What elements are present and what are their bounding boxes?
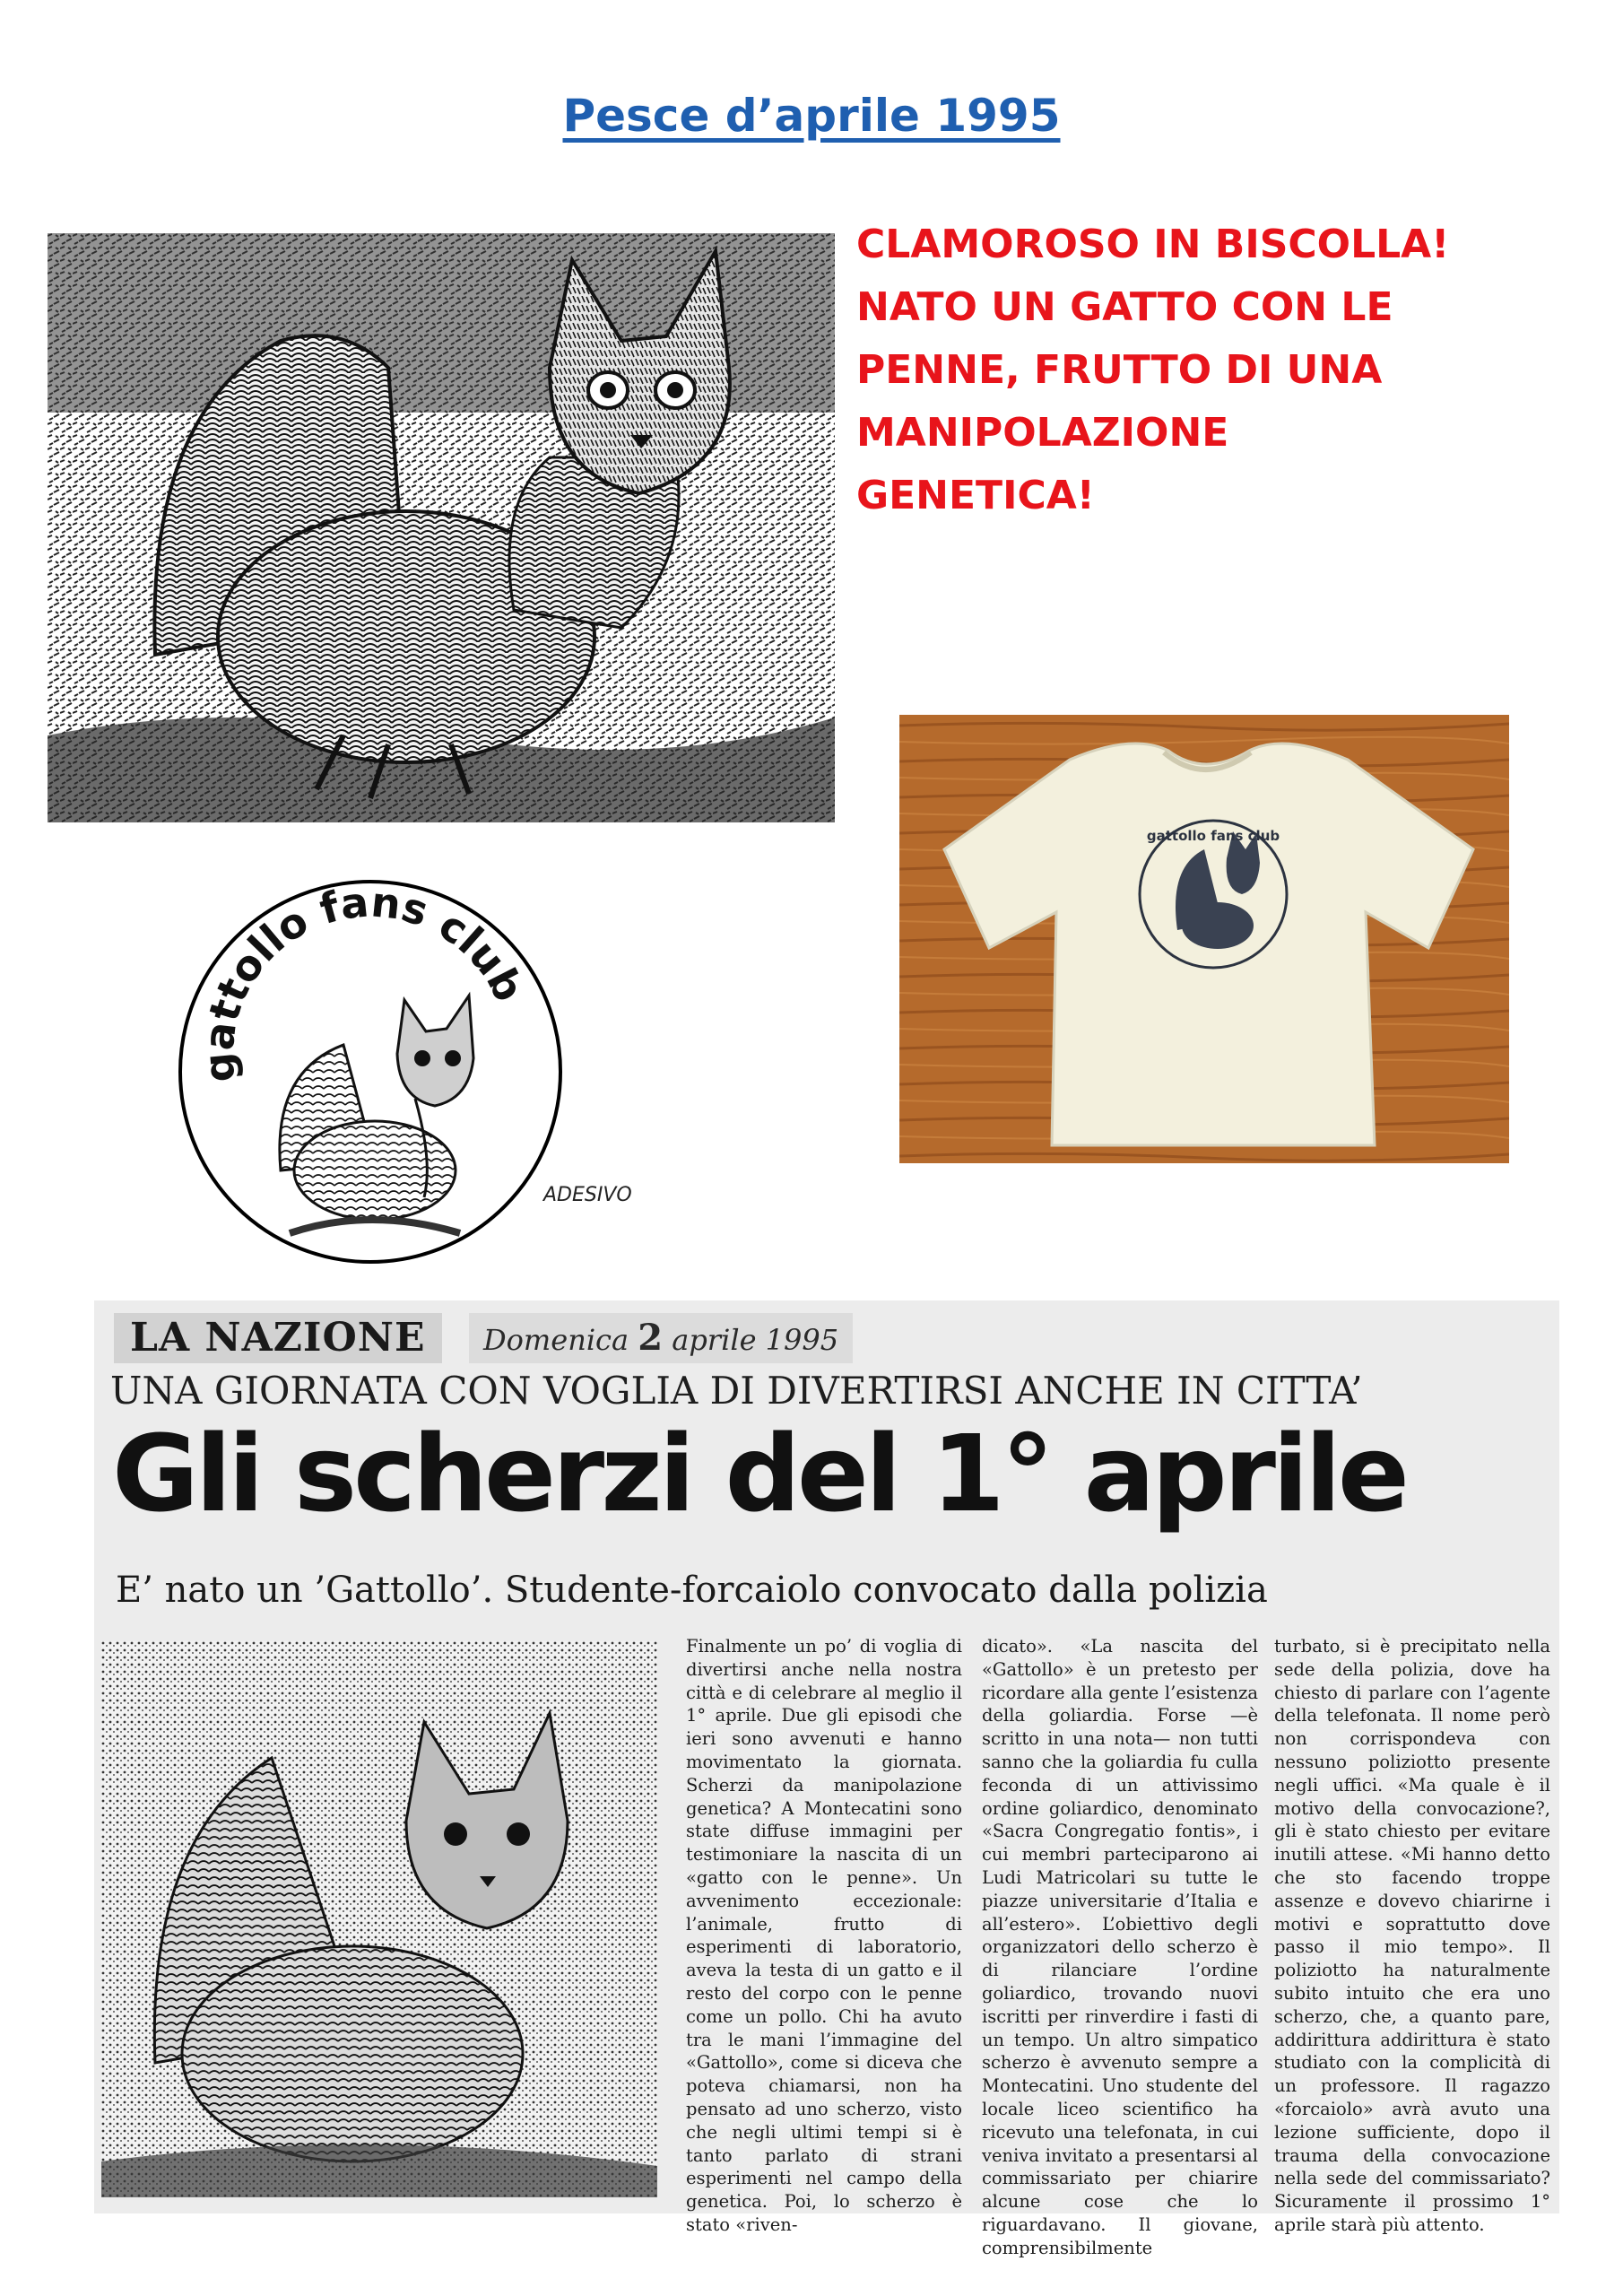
sticker-illustration [173,874,568,1269]
page-title: Pesce d’aprile 1995 [562,90,1061,142]
headline-line: CLAMOROSO IN BISCOLLA! [856,222,1450,267]
article-photo-illustration [101,1641,657,2197]
sticker-arc-text: gattollo fans club [194,877,534,1085]
article-kicker: UNA GIORNATA CON VOGLIA DI DIVERTIRSI ANCHE IN CITTA’ [110,1369,1363,1413]
article-photo [101,1641,657,2197]
red-headline [856,213,1592,527]
newspaper-masthead: LA NAZIONE [114,1313,442,1363]
newspaper-date [469,1313,853,1363]
headline-line: PENNE, FRUTTO DI UNA [856,347,1383,393]
headline-line: GENETICA! [856,473,1095,518]
article-column-3 [1274,1635,1550,2237]
sticker-caption: ADESIVO [543,1184,632,1206]
article-column-2 [982,1635,1258,2260]
article-title: Gli scherzi del 1° aprile [112,1412,1406,1535]
date-day: 2 [638,1317,664,1359]
gattollo-photo [48,233,835,822]
article-column-text: dicato». «La nascita del «Gattollo» è un pretesto per ricordare alla gente l’esistenza della goliardia. Forse —è scritto in una nota— non tutti sanno che la goliardia fu culla feconda di un attivissimo ordine goliardico, denominato «Sacra Congregatio fontis», i cui membri parteciparono ai Ludi Matricolari su tutte le piazze universitarie d’Italia e all’estero». L’obiettivo degli organizzatori dello scherzo è di rilanciare l’ordine goliardico, trovando nuovi iscritti per rinverdire i fasti di un tempo. Un altro simpatico scherzo è avvenuto sempre a Montecatini. Uno studente del locale liceo scientifico ha ricevuto una telefonata, in cui veniva invitato a presentarsi al commissariato per chiarire alcune cose che lo riguardavano. Il giovane, comprensibilmente [982,1636,1258,2258]
newspaper-clipping [94,1300,1559,2258]
headline-line: NATO UN GATTO CON LE [856,284,1393,330]
article-column-1 [686,1635,962,2237]
date-month-year: aprile 1995 [672,1323,839,1357]
date-weekday: Domenica [483,1323,629,1357]
shirt-print-text: gattollo fans club [1146,828,1280,844]
sticker-logo [173,874,568,1269]
article-subtitle: E’ nato un ’Gattollo’. Studente-forcaiolo convocato dalla polizia [116,1570,1268,1611]
gattollo-illustration [48,233,835,822]
tshirt-illustration [899,715,1509,1163]
article-column-text: Finalmente un po’ di voglia di divertirsi anche nella nostra città e di celebrare al meglio il 1° aprile. Due gli episodi che ieri sono avvenuti e hanno movimentato la giornata. Scherzi da manipolazione genetica? A Montecatini sono state diffuse immagini per testimoniare la nascita di un «gatto con le penne». Un avvenimento eccezionale: l’animale, frutto di esperimenti di laboratorio, aveva la testa di un gatto e il resto del corpo con le penne come un pollo. Chi ha avuto tra le mani l’immagine del «Gattollo», come si diceva che poteva chiamarsi, non ha pensato ad uno scherzo, visto che negli ultimi tempi si è tanto parlato di strani esperimenti nel campo della genetica. Poi, lo scherzo è stato «riven- [686,1636,962,2235]
tshirt-photo [899,715,1509,1163]
headline-line: MANIPOLAZIONE [856,410,1229,456]
article-column-text: turbato, si è precipitato nella sede della polizia, dove ha chiesto di parlare con l’agente della telefonata. Il nome però non corrispondeva con nessuno poliziotto presente negli uffici. «Ma quale è il motivo della convocazione?, gli è stato chiesto per evitare inutili attese. «Mi hanno detto che sto facendo troppe assenze e dovevo chiarirne i motivi e soprattutto dove passo il mio tempo». Il poliziotto ha naturalmente subito intuito che era uno scherzo, che, a quanto pare, addirittura addirittura è stato studiato con la complicità di un professore. Il ragazzo «forcaiolo» avrà avuto una lezione sufficiente, dopo il trauma della convocazione nella sede del commissariato? Sicuramente il prossimo 1° aprile starà più attento. [1274,1636,1550,2235]
